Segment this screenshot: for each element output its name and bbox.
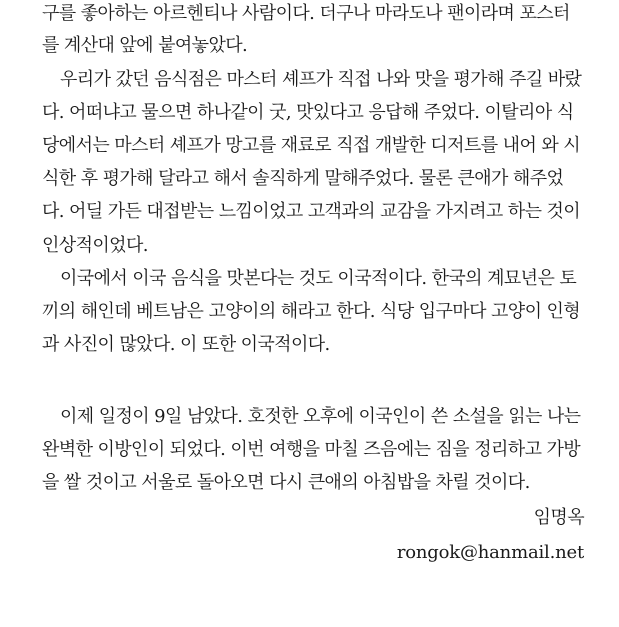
paragraph-line: 우리가 갔던 음식점은 마스터 셰프가 직접 나와 맛을 평가해 주길 바랐 (60, 69, 582, 90)
paragraph-line: 당에서는 마스터 셰프가 망고를 재료로 직접 개발한 디저트를 내어 와 시 (42, 135, 581, 156)
paragraph-line: 완벽한 이방인이 되었다. 이번 여행을 마칠 즈음에는 짐을 정리하고 가방 (42, 439, 581, 460)
paragraph-line: 다. 어떠냐고 물으면 하나같이 굿, 맛있다고 응답해 주었다. 이탈리아 식 (42, 102, 574, 123)
paragraph-line: 을 쌀 것이고 서울로 돌아오면 다시 큰애의 아침밥을 차릴 것이다. (42, 472, 530, 493)
paragraph-line: 구를 좋아하는 아르헨티나 사람이다. 더구나 마라도나 팬이라며 포스터 (42, 3, 570, 24)
paragraph-line: 이제 일정이 9일 남았다. 호젓한 오후에 이국인이 쓴 소설을 읽는 나는 (60, 406, 581, 427)
paragraph-line: 이국에서 이국 음식을 맛본다는 것도 이국적이다. 한국의 계묘년은 토 (60, 268, 577, 289)
author-name: 임명옥 (533, 507, 584, 528)
paragraph-line: 끼의 해인데 베트남은 고양이의 해라고 한다. 식당 입구마다 고양이 인형 (42, 301, 581, 322)
paragraph-line: 다. 어딜 가든 대접받는 느낌이었고 고객과의 교감을 가지려고 하는 것이 (42, 201, 581, 222)
paragraph-line: 식한 후 평가해 달라고 해서 솔직하게 말해주었다. 물론 큰애가 해주었 (42, 168, 564, 189)
paragraph-line: 를 계산대 앞에 붙여놓았다. (42, 35, 248, 56)
author-email: rongok@hanmail.net (396, 542, 584, 563)
paragraph-line: 인상적이었다. (42, 235, 148, 256)
paragraph-line: 과 사진이 많았다. 이 또한 이국적이다. (42, 334, 330, 355)
